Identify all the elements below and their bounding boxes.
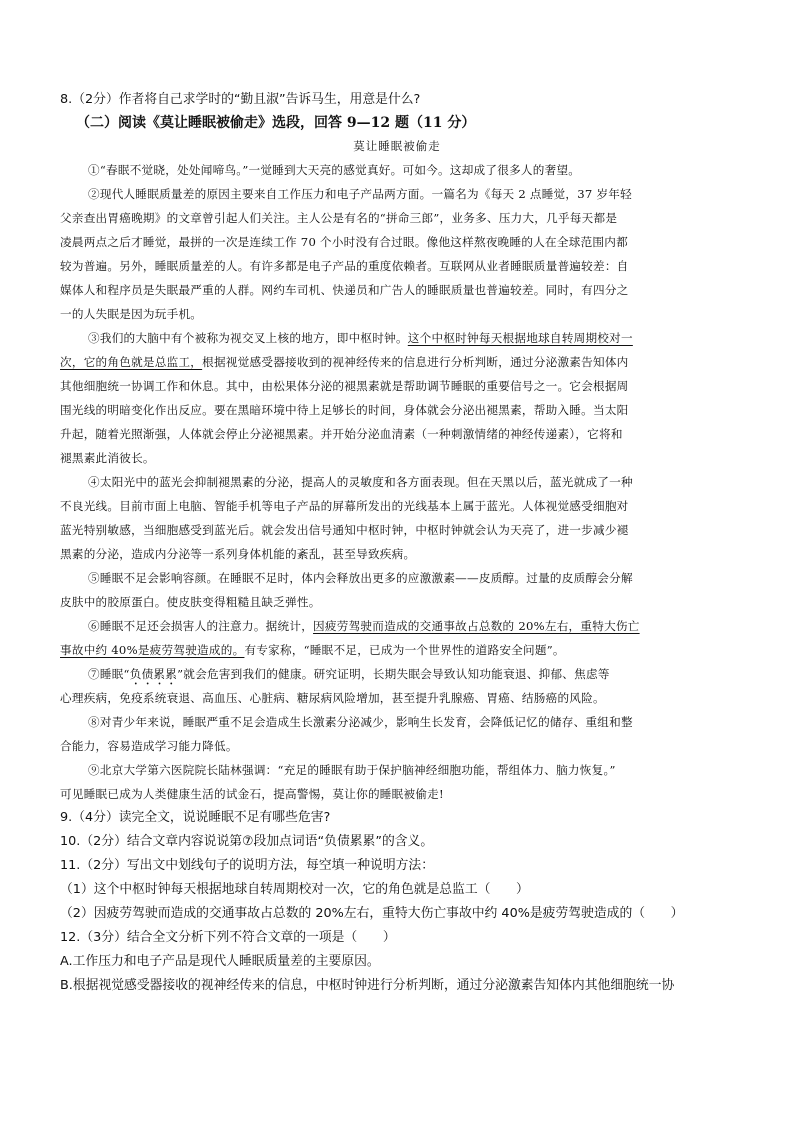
paragraph-3-line [60, 354, 629, 370]
underlined-sentence-2: 因疲劳驾驶而造成的交通事故占总数的 20%左右，重特大伤亡 [313, 619, 640, 633]
paragraph-2-line: 父亲查出胃癌晚期》的文章曾引起人们关注。主人公是有名的“拼命三郎”，业务多、压力大，几乎每天都是 [60, 211, 618, 225]
question-9: 9.（4分）读完全文，说说睡眠不足有哪些危害? [60, 810, 331, 825]
paragraph-9-line: 可见睡眠已成为人类健康生活的试金石，提高警惕，莫让你的睡眠被偷走! [60, 787, 444, 801]
question-12-option-b: B.根据视觉感受器接收的视神经传来的信息，中枢时钟进行分析判断，通过分泌激素告知体内其他细胞统一协 [60, 978, 675, 993]
section-2-heading: （二）阅读《莫让睡眠被偷走》选段，回答 9—12 题（11 分） [76, 115, 476, 131]
paragraph-2-line: ②现代人睡眠质量差的原因主要来自工作压力和电子产品两方面。一篇名为《每天 2 点睡觉，37 岁年轻 [88, 187, 632, 201]
p7-continuation: ”就会危害到我们的健康。研究证明，长期失眠会导致认知功能衰退、抑郁、焦虑等 [177, 667, 610, 681]
paragraph-6-line [60, 642, 565, 658]
p3-lead: ③我们的大脑中有个被称为视交叉上核的地方，即中枢时钟。 [88, 331, 408, 345]
p7-lead: ⑦睡眠“ [88, 667, 130, 681]
paragraph-8-line: ⑧对青少年来说，睡眠严重不足会造成生长激素分泌减少，影响生长发育，会降低记忆的储存、重组和整 [88, 715, 633, 729]
paragraph-3-line: 围光线的明暗变化作出反应。要在黑暗环境中待上足够长的时间，身体就会分泌出褪黑素，帮助入睡。当太阳 [60, 403, 629, 417]
question-10: 10.（2分）结合文章内容说说第⑦段加点词语“负债累累”的含义。 [60, 834, 434, 849]
paragraph-7-line [88, 666, 610, 688]
paragraph-3-line: 其他细胞统一协调工作和休息。其中，由松果体分泌的褪黑素就是帮助调节睡眠的重要信号之一。它会根据周 [60, 379, 629, 393]
article-title: 莫让睡眠被偷走 [353, 139, 441, 153]
underlined-sentence-1-end: 次，它的角色就是总监工， [60, 355, 203, 369]
paragraph-8-line: 合能力，容易造成学习能力降低。 [60, 739, 238, 753]
paragraph-5-line: 皮肤中的胶原蛋白。使皮肤变得粗糙且缺乏弹性。 [60, 595, 321, 609]
paragraph-2-line: 较为普遍。另外，睡眠质量差的人。有许多都是电子产品的重度依赖者。互联网从业者睡眠质量普遍较差：自 [60, 259, 629, 273]
question-11-part-1: （1）这个中枢时钟每天根据地球自转周期校对一次，它的角色就是总监工（ ） [60, 882, 529, 897]
paragraph-9-line: ⑨北京大学第六医院院长陆林强调：“充足的睡眠有助于保护脑神经细胞功能，帮组体力、脑力恢复。” [88, 763, 616, 777]
q8-term: “勤且淑” [233, 92, 286, 107]
question-12: 12.（3分）结合全文分析下列不符合文章的一项是（ ） [60, 930, 396, 945]
p3-continuation: 根据视觉感受器接收到的视神经传来的信息进行分析判断，通过分泌激素告知体内 [202, 355, 629, 369]
paragraph-4-line: ④太阳光中的蓝光会抑制褪黑素的分泌，提高人的灵敏度和各方面表现。但在天黑以后，蓝光就成了一种 [88, 475, 633, 489]
q8-suffix: 告诉马生，用意是什么? [285, 92, 421, 107]
underlined-sentence-2-end: 事故中约 40%是疲劳驾驶造成的。 [60, 643, 245, 657]
dotted-term: 负债累累 [129, 667, 178, 681]
paragraph-6-line [88, 618, 640, 634]
q8-prefix: 8.（2分）作者将自己求学时的 [60, 92, 234, 107]
underlined-sentence-1: 这个中枢时钟每天根据地球自转周期校对一 [407, 331, 633, 345]
paragraph-4-line: 不良光线。目前市面上电脑、智能手机等电子产品的屏幕所发出的光线基本上属于蓝光。人体视觉感受细胞对 [60, 499, 629, 513]
question-11-part-2: （2）因疲劳驾驶而造成的交通事故占总数的 20%左右，重特大伤亡事故中约 40%是疲劳驾驶造成的（ ） [60, 906, 684, 921]
question-11: 11.（2分）写出文中划线句子的说明方法，每空填一种说明方法： [60, 858, 435, 873]
paragraph-3-line: 褪黑素此消彼长。 [60, 451, 155, 465]
paragraph-2-line: 媒体人和程序员是失眠最严重的人群。网约车司机、快递员和广告人的睡眠质量也普遍较差。同时，有四分之 [60, 283, 629, 297]
paragraph-7-line: 心理疾病，免疫系统衰退、高血压、心脏病、糖尿病风险增加，甚至提升乳腺癌、胃癌、结肠癌的风险。 [60, 691, 605, 705]
paragraph-2-line: 凌晨两点之后才睡觉，最拼的一次是连续工作 70 个小时没有合过眼。像他这样熬夜晚睡的人在全球范围内都 [60, 235, 628, 249]
question-8 [60, 92, 420, 108]
paragraph-5-line: ⑤睡眠不足会影响容颜。在睡眠不足时，体内会释放出更多的应激激素——皮质醇。过量的皮质醇会分解 [88, 571, 633, 585]
p6-lead: ⑥睡眠不足还会损害人的注意力。据统计， [88, 619, 314, 633]
paragraph-2-line: 一的人失眠是因为玩手机。 [60, 307, 203, 321]
question-12-option-a: A.工作压力和电子产品是现代人睡眠质量差的主要原因。 [60, 954, 380, 969]
paragraph-1: ①“春眠不觉晓，处处闻啼鸟。”一觉睡到大天亮的感觉真好。可如今。这却成了很多人的奢望。 [88, 163, 581, 177]
paragraph-4-line: 黑素的分泌，造成内分泌等一系列身体机能的紊乱，甚至导致疾病。 [60, 547, 416, 561]
p6-continuation: 有专家称，“睡眠不足，已成为一个世界性的道路安全问题”。 [244, 643, 565, 657]
paragraph-3-line: 升起，随着光照渐强，人体就会停止分泌褪黑素。并开始分泌血清素（一种刺激情绪的神经传递素），它将和 [60, 427, 623, 441]
paragraph-4-line: 蓝光特别敏感，当细胞感受到蓝光后。就会发出信号通知中枢时钟，中枢时钟就会认为天亮了，进一步减少褪 [60, 523, 629, 537]
paragraph-3-line [88, 330, 633, 346]
